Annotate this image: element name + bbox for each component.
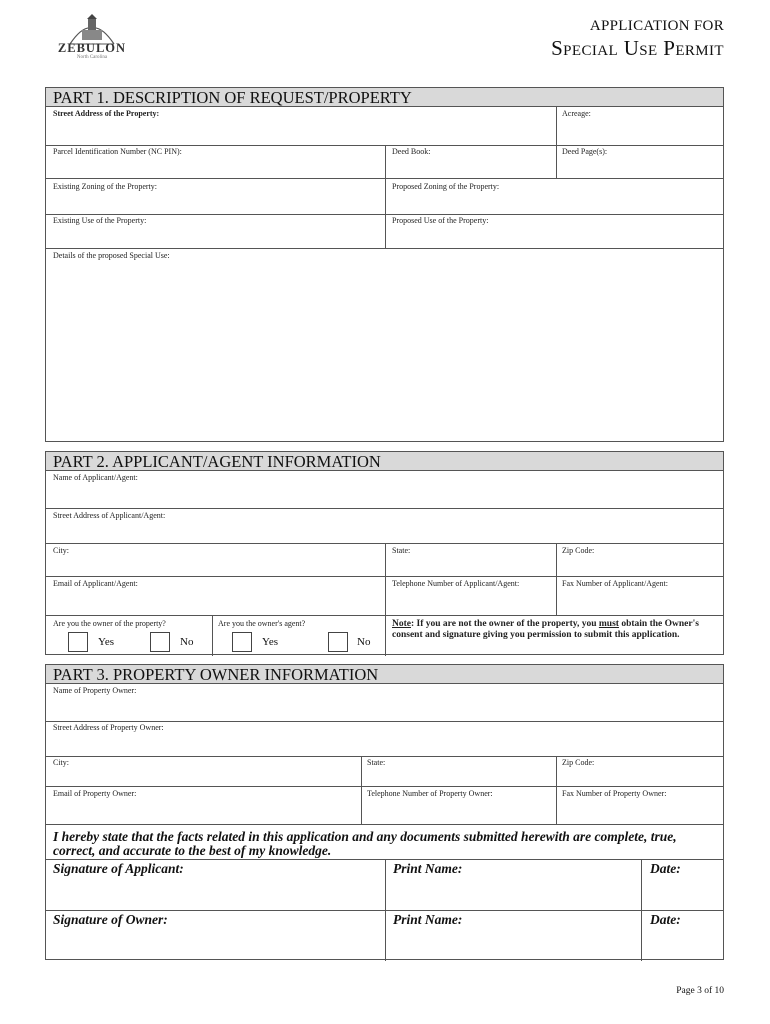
special-use-details-field[interactable]: Details of the proposed Special Use: [53,251,170,260]
part3-heading: PART 3. PROPERTY OWNER INFORMATION [46,665,723,684]
deed-pages-field[interactable]: Deed Page(s): [562,147,608,156]
owner-name-field[interactable]: Name of Property Owner: [53,686,137,695]
pin-field[interactable]: Parcel Identification Number (NC PIN): [53,147,182,156]
proposed-use-field[interactable]: Proposed Use of the Property: [392,216,489,225]
agent-question: Are you the owner's agent? [218,619,306,628]
applicant-name-field[interactable]: Name of Applicant/Agent: [53,473,138,482]
agent-no-label: No [357,636,371,648]
owner-phone-field[interactable]: Telephone Number of Property Owner: [367,789,493,798]
owner-signature-field[interactable]: Signature of Owner: [53,912,168,927]
form-title-line2: Special Use Permit [551,36,724,60]
street-address-field[interactable]: Street Address of the Property: [53,109,160,118]
owner-no-label: No [180,636,194,648]
applicant-signature-field[interactable]: Signature of Applicant: [53,861,184,876]
owner-fax-field[interactable]: Fax Number of Property Owner: [562,789,667,798]
part2-heading: PART 2. APPLICANT/AGENT INFORMATION [46,452,723,471]
owner-yes-label: Yes [98,636,115,648]
owner-city-field[interactable]: City: [53,758,70,767]
form-title-line1: APPLICATION FOR [589,18,724,34]
owner-question: Are you the owner of the property? [53,619,166,628]
agent-no-checkbox[interactable] [328,632,348,652]
applicant-city-field[interactable]: City: [53,546,70,555]
owner-yes-checkbox[interactable] [68,632,88,652]
owner-email-field[interactable]: Email of Property Owner: [53,789,137,798]
applicant-street-field[interactable]: Street Address of Applicant/Agent: [53,511,166,520]
owner-date-field[interactable]: Date: [650,912,681,927]
acreage-field[interactable]: Acreage: [562,109,591,118]
applicant-date-field[interactable]: Date: [650,861,681,876]
note-text-1: : If you are not the owner of the property, you [411,619,599,629]
owner-no-checkbox[interactable] [150,632,170,652]
part3-section [45,664,724,960]
agent-yes-checkbox[interactable] [232,632,252,652]
note-must: must [598,619,619,629]
note-label: Note [392,619,411,629]
page-number: Page 3 of 10 [676,986,724,996]
part1-section [45,87,724,442]
applicant-fax-field[interactable]: Fax Number of Applicant/Agent: [562,579,668,588]
logo-text: ZEBULON [57,41,127,55]
proposed-zoning-field[interactable]: Proposed Zoning of the Property: [392,182,500,191]
applicant-state-field[interactable]: State: [392,546,411,555]
applicant-zip-field[interactable]: Zip Code: [562,546,595,555]
owner-street-field[interactable]: Street Address of Property Owner: [53,723,164,732]
deed-book-field[interactable]: Deed Book: [392,147,431,156]
logo-subtext: North Carolina [76,55,108,60]
existing-zoning-field[interactable]: Existing Zoning of the Property: [53,182,157,191]
part1-heading: PART 1. DESCRIPTION OF REQUEST/PROPERTY [46,88,723,107]
applicant-phone-field[interactable]: Telephone Number of Applicant/Agent: [392,579,520,588]
owner-state-field[interactable]: State: [367,758,386,767]
certification-statement: I hereby state that the facts related in this application and any documents submitted herewith are complete, true, correct, and accurate to the best of my knowledge. [53,829,677,858]
owner-consent-note [392,619,712,641]
part2-section [45,451,724,655]
applicant-email-field[interactable]: Email of Applicant/Agent: [53,579,138,588]
existing-use-field[interactable]: Existing Use of the Property: [53,216,147,225]
applicant-print-name-field[interactable]: Print Name: [393,861,463,876]
owner-zip-field[interactable]: Zip Code: [562,758,595,767]
note-text-2: obtain the Owner's consent and signature giving you permission to submit this application. [392,619,699,640]
agent-yes-label: Yes [262,636,279,648]
owner-print-name-field[interactable]: Print Name: [393,912,463,927]
